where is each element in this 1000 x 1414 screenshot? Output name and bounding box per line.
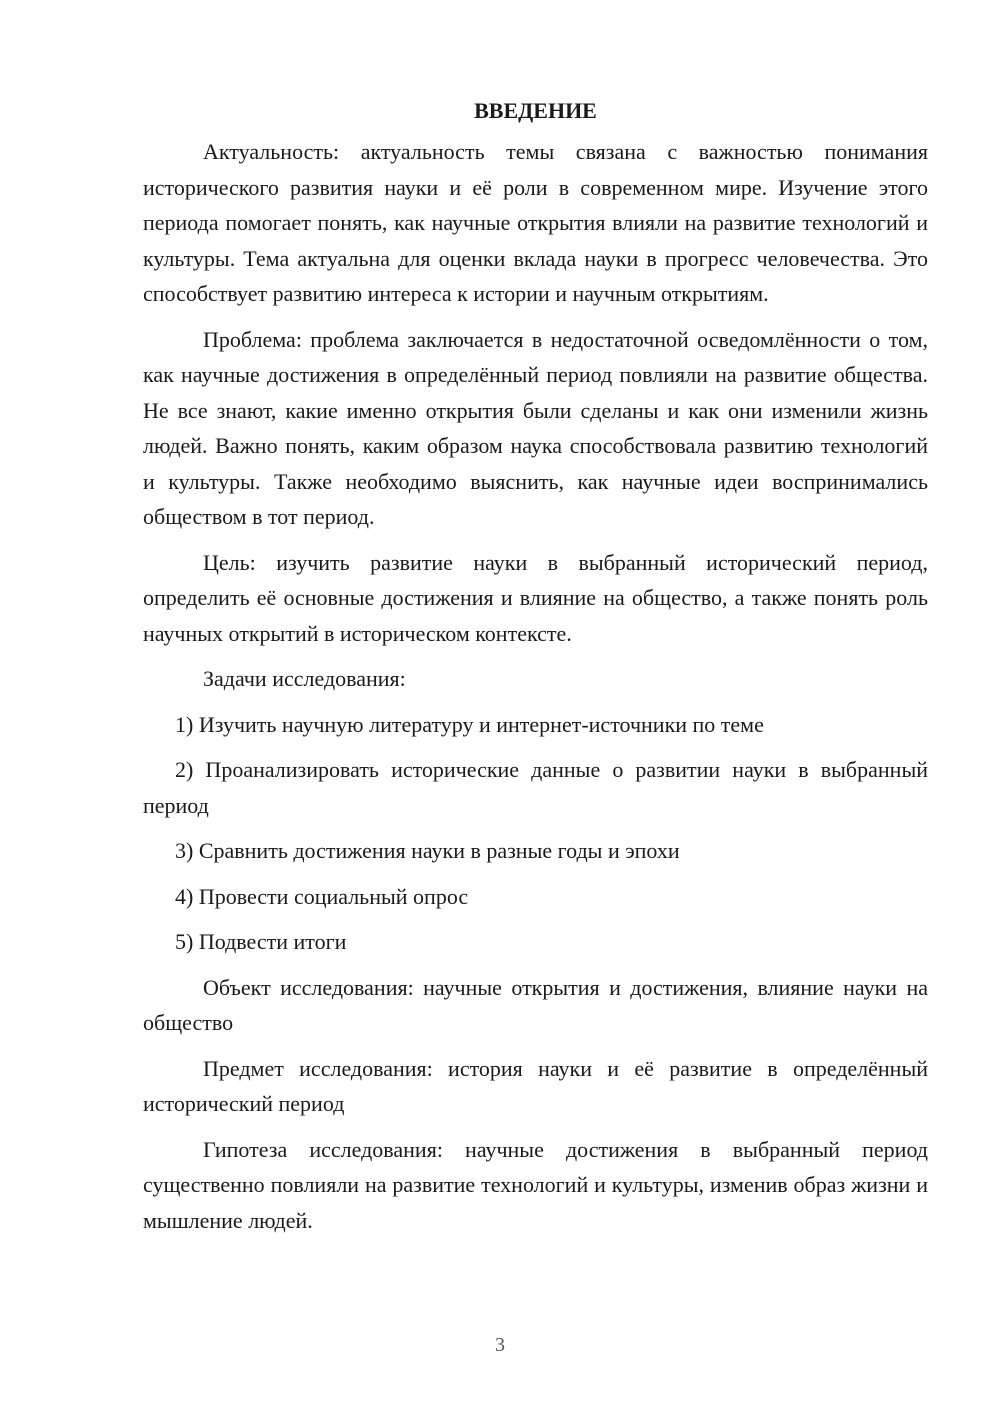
subject-paragraph: Предмет исследования: история науки и её развитие в определённый исторический период <box>143 1055 928 1116</box>
hypothesis-paragraph: Гипотеза исследования: научные достижения в выбранный период существенно повлияли на развитие технологий и культуры, изменив образ жизни и мышление людей. <box>143 1136 928 1233</box>
problem-paragraph: Проблема: проблема заключается в недостаточной осведомлённости о том, как научные достижения в определённый период повлияли на развитие общества. Не все знают, какие именно открытия были сделаны и как они изменили жизнь людей. Важно понять, каким образом наука способствовала развитию технологий и культуры. Также необходимо выяснить, как научные идеи воспринимались обществом в тот период. <box>143 326 928 529</box>
task-item-2: 2) Проанализировать исторические данные о развитии науки в выбранный период <box>143 757 928 818</box>
task-item-4: 4) Провести социальный опрос <box>175 883 469 909</box>
task-item-5: 5) Подвести итоги <box>175 929 347 954</box>
section-title: ВВЕДЕНИЕ <box>474 98 597 123</box>
tasks-heading: Задачи исследования: <box>203 666 406 691</box>
task-item-3: 3) Сравнить достижения науки в разные годы и эпохи <box>175 838 680 863</box>
relevance-paragraph: Актуальность: актуальность темы связана с важностью понимания исторического развития науки и её роли в современном мире. Изучение этого периода помогает понять, как научные открытия влияли на развитие технологий и культуры. Тема актуальна для оценки вклада науки в прогресс человечества. Это способствует развитию интереса к истории и научным открытиям. <box>143 139 928 306</box>
object-paragraph: Объект исследования: научные открытия и достижения, влияние науки на общество <box>143 974 928 1035</box>
document-page <box>143 96 928 1248</box>
goal-paragraph: Цель: изучить развитие науки в выбранный исторический период, определить её основные достижения и влияние на общество, а также понять роль научных открытий в историческом контексте. <box>143 549 928 646</box>
page-number: 3 <box>495 1334 505 1356</box>
task-item-1: 1) Изучить научную литературу и интернет-источники по теме <box>175 711 764 737</box>
